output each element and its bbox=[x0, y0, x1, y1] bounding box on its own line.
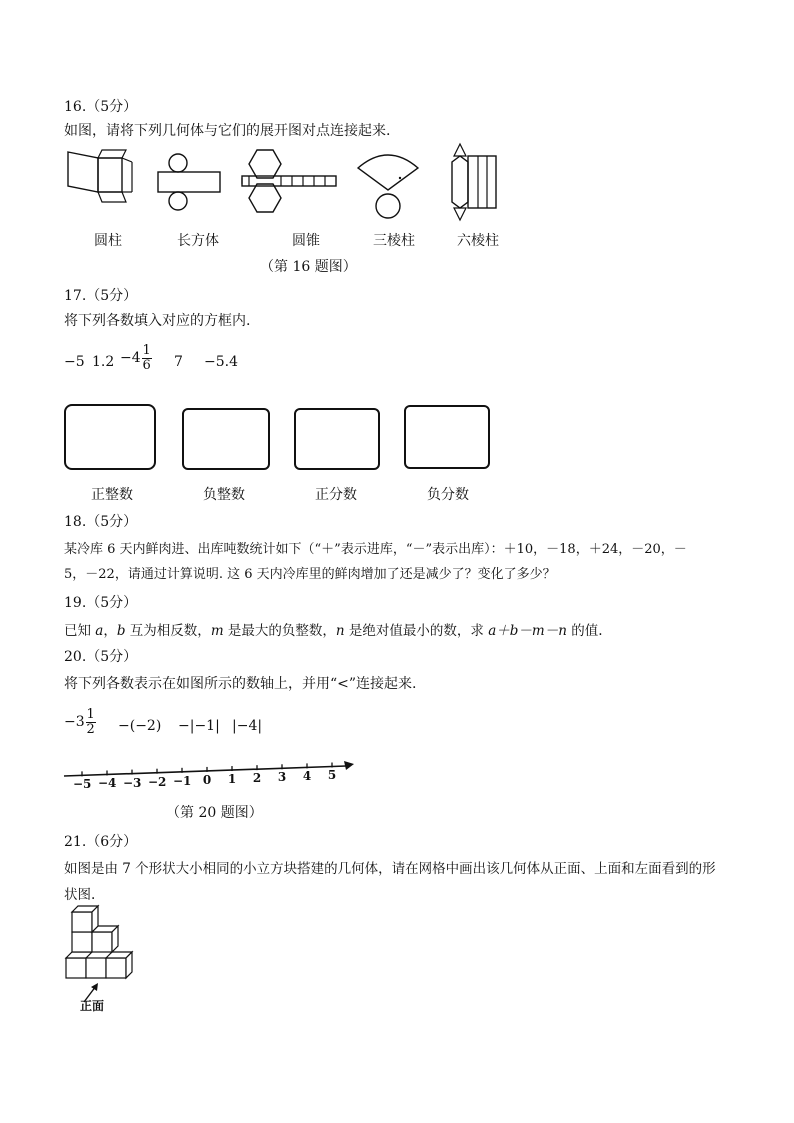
net-figure-2 bbox=[156, 152, 222, 212]
q17-box-negative-integer[interactable] bbox=[182, 408, 270, 470]
number-line-tick-label: 2 bbox=[252, 771, 262, 786]
q20-item-1-denominator: 2 bbox=[86, 721, 95, 737]
q17-number-2: 1.2 bbox=[92, 354, 115, 370]
q16-label-cone: 圆锥 bbox=[292, 233, 320, 249]
cube-stack-figure bbox=[64, 906, 146, 986]
number-line-tick-label: −2 bbox=[148, 774, 167, 789]
q17-number-4: 7 bbox=[174, 354, 183, 370]
q17-box-positive-integer[interactable] bbox=[64, 404, 156, 470]
q19-expression: a＋b－m－n bbox=[488, 623, 567, 639]
number-line-tick-label: 4 bbox=[302, 769, 312, 784]
q20-item-1 bbox=[64, 708, 96, 736]
number-line-tick-label: 1 bbox=[227, 772, 237, 787]
q17-heading: 17.（5分） bbox=[64, 288, 138, 304]
q19-text-part1: 已知 bbox=[64, 623, 96, 639]
q20-prompt: 将下列各数表示在如图所示的数轴上，并用“<”连接起来. bbox=[64, 676, 417, 692]
number-line-tick-label: −1 bbox=[173, 773, 192, 788]
q20-item-4: |−4| bbox=[232, 718, 263, 734]
q21-text-line2: 状图. bbox=[64, 887, 96, 903]
q19-heading: 19.（5分） bbox=[64, 595, 138, 611]
number-line-tick-label: −3 bbox=[123, 775, 142, 790]
q16-caption: （第 16 题图） bbox=[260, 259, 357, 275]
q20-item-3: −|−1| bbox=[178, 718, 220, 734]
q17-label-positive-fraction: 正分数 bbox=[315, 487, 357, 503]
q18-heading: 18.（5分） bbox=[64, 514, 138, 530]
net-figure-4 bbox=[352, 148, 424, 220]
q17-number-1: −5 bbox=[64, 354, 85, 370]
q19-text bbox=[64, 619, 603, 639]
q19-text-part4: 是最大的负整数， bbox=[223, 623, 336, 639]
number-line-tick-label: 3 bbox=[277, 770, 287, 785]
q17-box-negative-fraction[interactable] bbox=[404, 405, 490, 469]
number-line-tick-label: 0 bbox=[202, 772, 212, 787]
q16-prompt: 如图，请将下列几何体与它们的展开图对点连接起来. bbox=[64, 123, 391, 139]
q17-number-5: −5.4 bbox=[204, 354, 238, 370]
q18-text-line1: 某冷库 6 天内鲜肉进、出库吨数统计如下（“＋”表示进库，“－”表示出库）：＋10，－18，＋24，－20，－ bbox=[64, 542, 687, 557]
q17-label-positive-integer: 正整数 bbox=[91, 487, 133, 503]
q17-number-3-numerator: 1 bbox=[142, 343, 151, 358]
q16-label-cuboid: 长方体 bbox=[177, 233, 219, 249]
net-figure-5 bbox=[448, 140, 500, 222]
number-line-tick-label: −5 bbox=[73, 777, 92, 792]
q21-heading: 21.（6分） bbox=[64, 834, 138, 850]
number-line-tick-label: −4 bbox=[98, 776, 117, 791]
q19-text-part6: 的值. bbox=[566, 623, 603, 639]
q17-number-3-denominator: 6 bbox=[142, 357, 151, 373]
q17-label-negative-integer: 负整数 bbox=[203, 487, 245, 503]
net-figure-3 bbox=[240, 148, 338, 214]
q17-prompt: 将下列各数填入对应的方框内. bbox=[64, 313, 251, 329]
q16-label-cylinder: 圆柱 bbox=[94, 233, 122, 249]
q20-caption: （第 20 题图） bbox=[166, 805, 263, 821]
q17-number-3-whole: −4 bbox=[120, 350, 141, 367]
q17-number-3 bbox=[120, 344, 152, 372]
q19-text-part5: 是绝对值最小的数，求 bbox=[344, 623, 489, 639]
q19-var-b: b bbox=[116, 623, 126, 639]
q19-text-part3: 互为相反数， bbox=[125, 623, 211, 639]
number-line-tick-label: 5 bbox=[327, 768, 337, 783]
q16-heading: 16.（5分） bbox=[64, 99, 138, 115]
q19-var-n: n bbox=[335, 623, 345, 639]
q19-var-a: a bbox=[95, 623, 104, 639]
q20-item-2: −(−2) bbox=[118, 718, 162, 734]
net-figure-1 bbox=[64, 148, 136, 204]
q19-var-m: m bbox=[210, 623, 224, 639]
q17-box-positive-fraction[interactable] bbox=[294, 408, 380, 470]
q20-heading: 20.（5分） bbox=[64, 649, 138, 665]
q17-label-negative-fraction: 负分数 bbox=[427, 487, 469, 503]
q21-front-label: 正面 bbox=[80, 999, 105, 1013]
q21-text-line1: 如图是由 7 个形状大小相同的小立方块搭建的几何体，请在网格中画出该几何体从正面、上面和左面看到的形 bbox=[64, 861, 716, 877]
q20-item-1-whole: −3 bbox=[64, 714, 85, 731]
q20-item-1-numerator: 1 bbox=[86, 707, 95, 722]
q16-label-triangular-prism: 三棱柱 bbox=[373, 233, 415, 249]
q16-label-hexagonal-prism: 六棱柱 bbox=[457, 233, 499, 249]
q19-text-part2: ， bbox=[103, 623, 117, 639]
q18-text-line2: 5，－22，请通过计算说明. 这 6 天内冷库里的鲜肉增加了还是减少了？变化了多少？ bbox=[64, 567, 556, 582]
